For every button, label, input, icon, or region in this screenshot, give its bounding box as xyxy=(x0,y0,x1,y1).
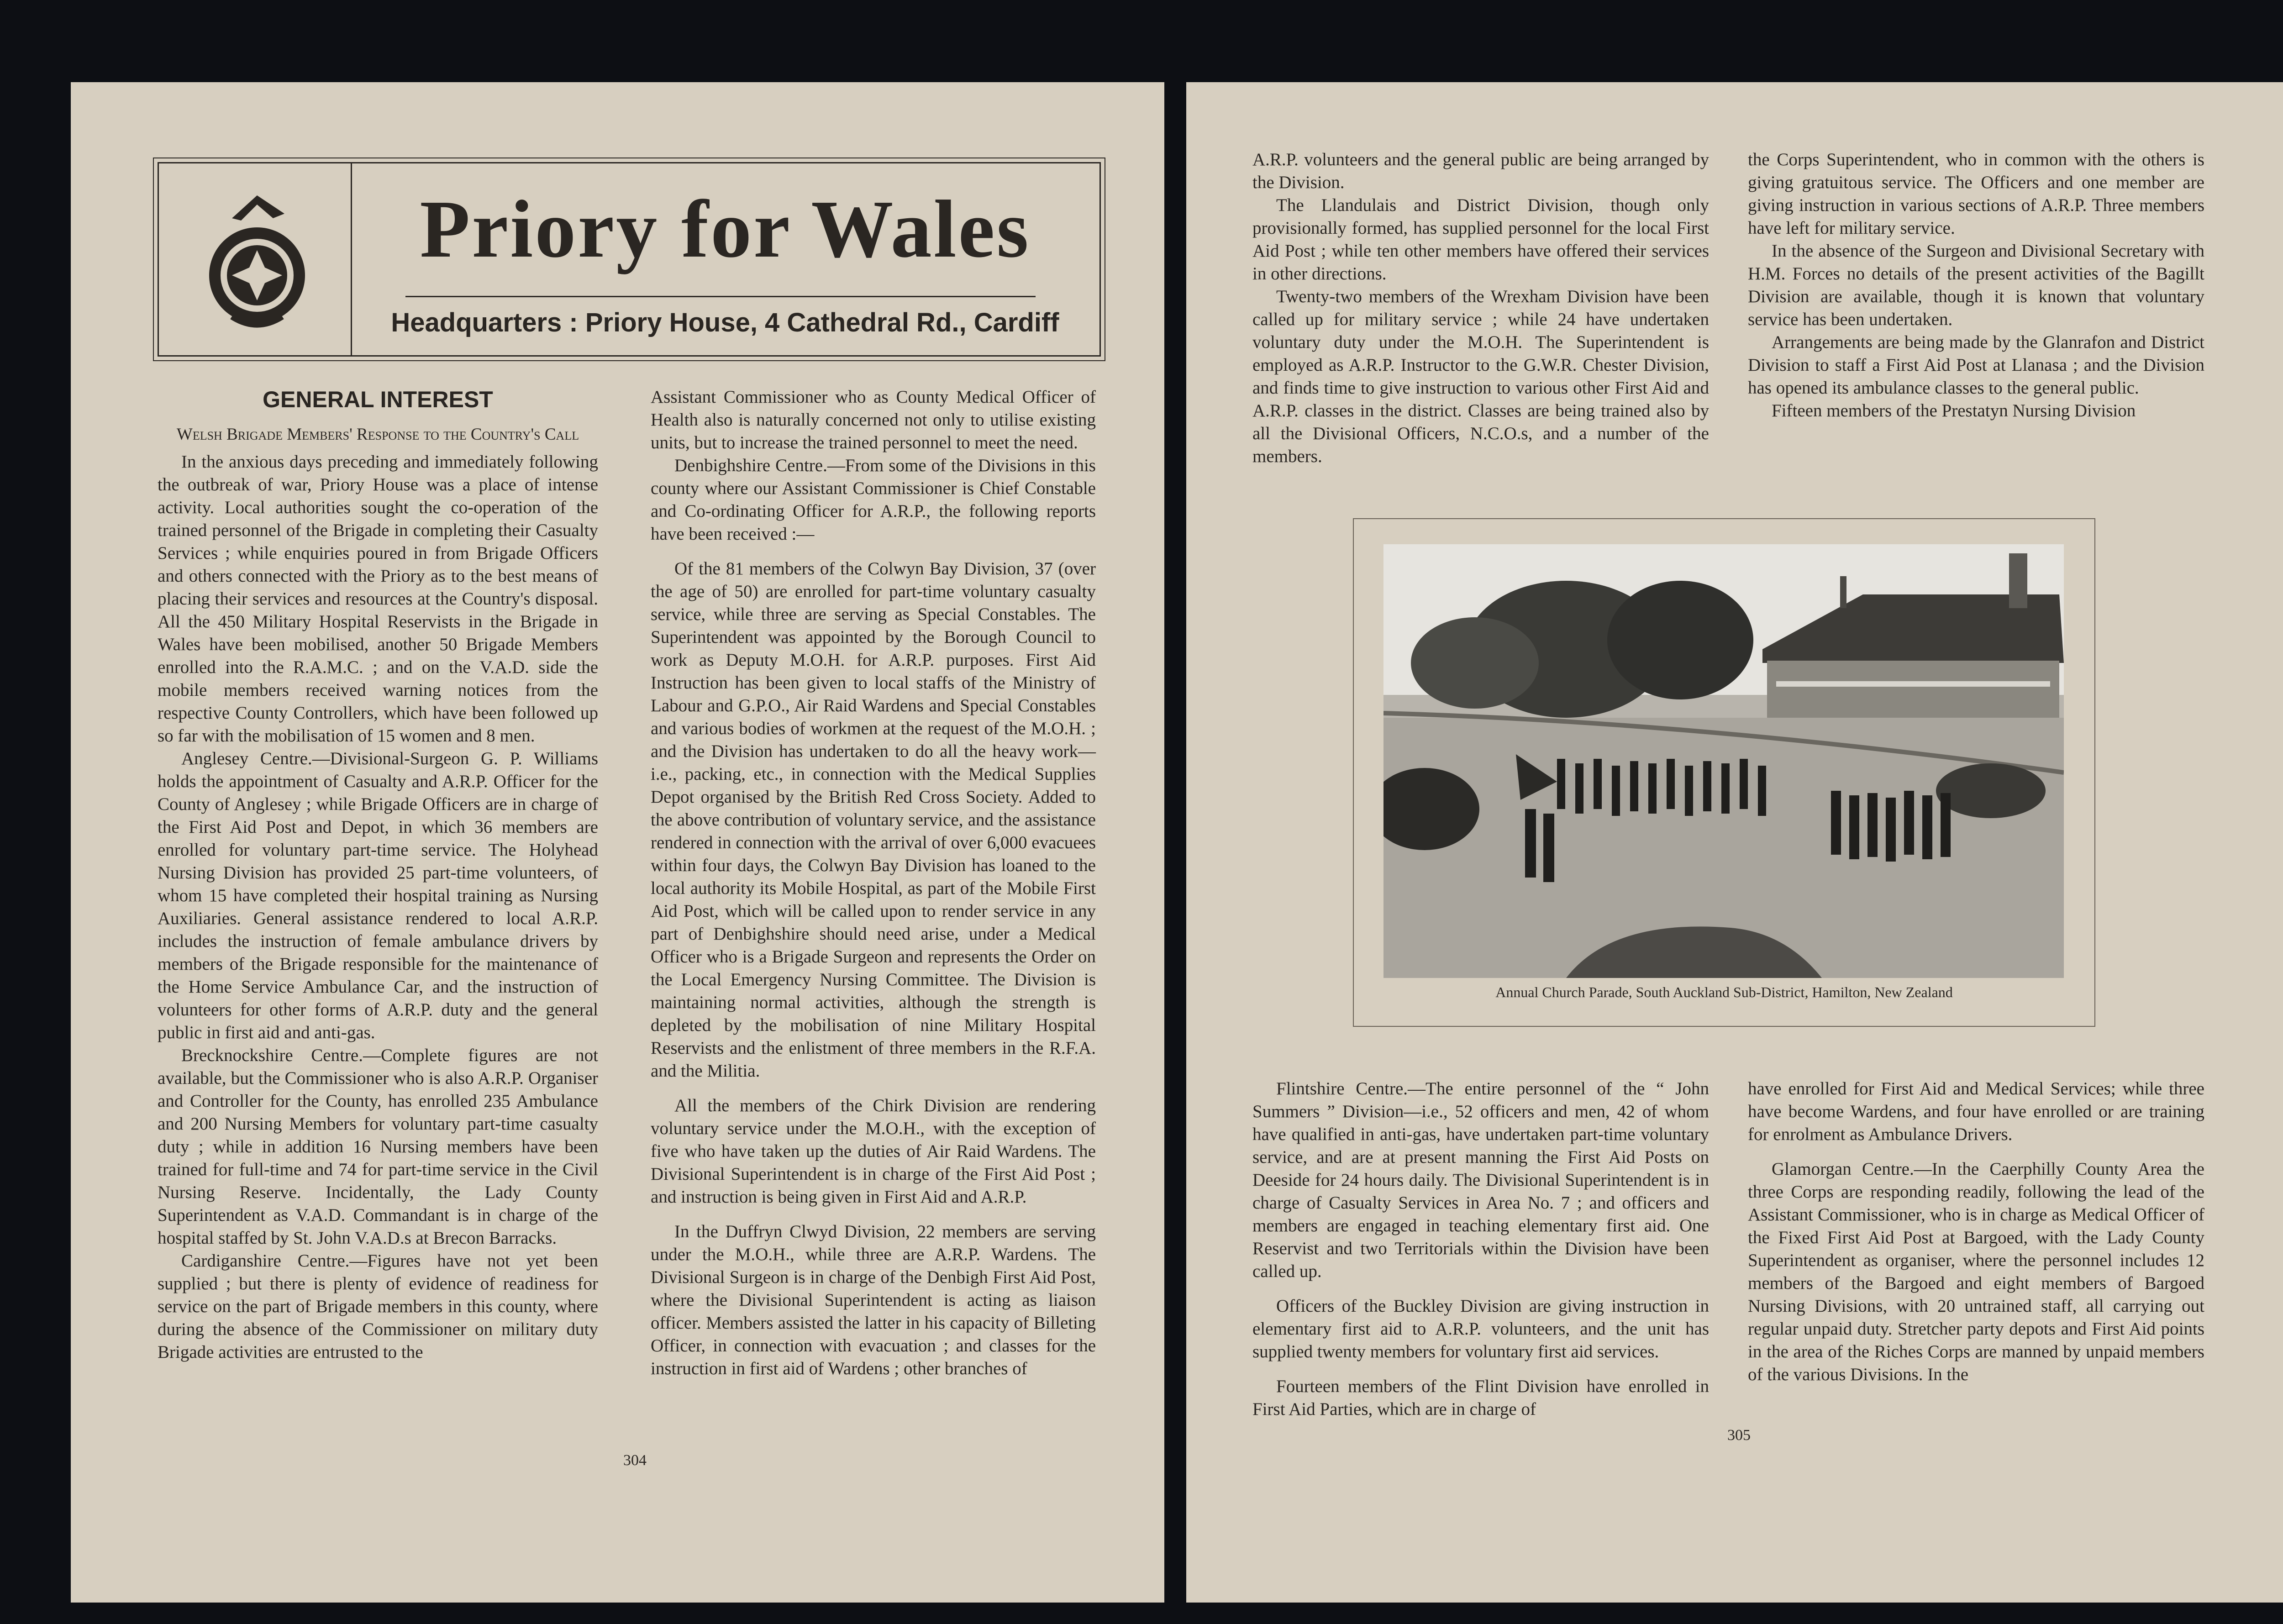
paragraph: Of the 81 members of the Colwyn Bay Division, 37 (over the age of 50) are enrolled for part-time voluntary casualty service, while three are serving as Special Constables. The Superintendent was appointed by the Borough Council to work as Deputy M.O.H. for A.R.P. purposes. First Aid Instruction has been given to local staffs of the Ministry of Labour and G.P.O., Air Raid Wardens and Special Constables and various bodies of workmen at the request of the M.O.H. ; and the Division has undertaken to do all the heavy work—i.e., packing, etc., in connection with the Medical Supplies Depot organised by the British Red Cross Society. Added to the above contribution of voluntary service, and the assistance rendered in connection with the arrival of over 6,000 evacuees within four days, the Colwyn Bay Division has loaned to the local authority its Mobile Hospital, as part of the Mobile First Aid Post, which will be called upon to render service in any part of Denbighshire should need arise, under a Medical Officer who is a Brigade Surgeon and represents the Order on the Local Emergency Nursing Committee. The Division is maintaining normal activities, although the strength is depleted by the mobilisation of nine Military Hospital Reservists and the enlistment of three members in the R.F.A. and the Militia. xyxy=(651,559,1096,1081)
paragraph: A.R.P. volunteers and the general public are being arranged by the Division. xyxy=(1252,150,1709,192)
left-column-2 xyxy=(651,386,1096,1380)
paragraph: Denbighshire Centre.—From some of the Divisions in this county where our Assistant Commissioner is Chief Constable and Co-ordinating Officer for A.R.P., the following reports have been received :— xyxy=(651,456,1096,544)
paragraph: Arrangements are being made by the Glanrafon and District Division to staff a First Aid Post at Llanasa ; and the Division has opened its ambulance classes to the general public. xyxy=(1748,332,2204,398)
right-top-column-1 xyxy=(1252,148,1709,468)
photo-frame xyxy=(1353,518,2095,1027)
left-column-1 xyxy=(158,386,598,1364)
paragraph: Flintshire Centre.—The entire personnel of the “ John Summers ” Division—i.e., 52 officers and men, 42 of whom have qualified in anti-gas, have undertaken part-time voluntary service, and are at present manning the First Aid Posts on Deeside for 24 hours daily. The Divisional Superintendent is in charge of Casualty Services in Area No. 7 ; and officers and members are engaged in teaching elementary first aid. One Reservist and two Territorials within the Division have been called up. xyxy=(1252,1079,1709,1281)
right-bottom-column-2 xyxy=(1748,1077,2204,1386)
paragraph: Assistant Commissioner who as County Medical Officer of Health also is naturally concerned not only to utilise existing units, but to increase the trained personnel to meet the need. xyxy=(651,387,1096,452)
paragraph: Cardiganshire Centre.—Figures have not yet been supplied ; but there is plenty of evidence of readiness for service on the part of Brigade members in this county, where during the absence of the Commissioner on military duty Brigade activities are entrusted to the xyxy=(158,1251,598,1362)
paragraph: have enrolled for First Aid and Medical Services; while three have become Wardens, and four have enrolled or are training for enrolment as Ambulance Drivers. xyxy=(1748,1079,2204,1144)
left-page xyxy=(71,82,1164,1603)
right-top-column-2 xyxy=(1748,148,2204,422)
paragraph: All the members of the Chirk Division are rendering voluntary service under the M.O.H., with the exception of five who have taken up the duties of Air Raid Wardens. The Divisional Superintendent is in charge of the First Aid Post ; and instruction is being given in First Aid and A.R.P. xyxy=(651,1096,1096,1207)
right-page xyxy=(1186,82,2283,1603)
page-number: 305 xyxy=(1727,1427,1751,1444)
paragraph: Twenty-two members of the Wrexham Division have been called up for military service ; while 24 have undertaken voluntary duty under the M.O.H. The Superintendent is employed as A.R.P. Instructor to the G.W.R. Chester Division, and finds time to give instruction to various other First Aid and A.R.P. classes in the district. Classes are being trained also by all the Divisional Officers, N.C.O.s, and a number of the members. xyxy=(1252,287,1709,466)
masthead xyxy=(158,162,1101,357)
paragraph: Brecknockshire Centre.—Complete figures are not available, but the Commissioner who is also A.R.P. Organiser and Controller for the County, has enrolled 235 Ambulance and 200 Nursing Members for voluntary part-time casualty duty ; while in addition 16 Nursing members have been trained for full-time and 74 for part-time service in the Civil Nursing Reserve. Incidentally, the Lady County Superintendent as V.A.D. Commandant is in charge of the hospital staffed by St. John V.A.D.s at Brecon Barracks. xyxy=(158,1046,598,1248)
photo-caption: Annual Church Parade, South Auckland Sub-District, Hamilton, New Zealand xyxy=(1495,984,1953,1000)
section-heading: GENERAL INTEREST xyxy=(263,387,493,412)
parade-photo xyxy=(1383,544,2064,978)
page-number: 304 xyxy=(623,1452,647,1469)
paragraph: Glamorgan Centre.—In the Caerphilly County Area the three Corps are responding readily, following the lead of the Assistant Commissioner, who is in charge as Medical Officer of the Fixed First Aid Post at Bargoed, with the Lady County Superintendent as organiser, where the personnel includes 12 members of the Bargoed and eight members of Bargoed Nursing Divisions, with 20 untrained staff, all carrying out regular unpaid duty. Stretcher party depots and First Aid points in the area of the Riches Corps are manned by unpaid members of the various Divisions. In the xyxy=(1748,1159,2204,1384)
st-john-badge-icon xyxy=(205,186,310,337)
paragraph: The Llandulais and District Division, though only provisionally formed, has supplied personnel for the local First Aid Post ; while ten other members have offered their services in other directions. xyxy=(1252,195,1709,284)
masthead-rule xyxy=(405,296,1036,297)
paragraph: In the Duffryn Clwyd Division, 22 members are serving under the M.O.H., while three are A.R.P. Wardens. The Divisional Surgeon is in charge of the Denbigh First Aid Post, where the Divisional Superintendent is acting as liaison officer. Members assisted the latter in his capacity of Billeting Officer, in connection with evacuation ; and classes for the instruction in first aid of Wardens ; other branches of xyxy=(651,1222,1096,1378)
paragraph: In the absence of the Surgeon and Divisional Secretary with H.M. Forces no details of the present activities of the Bagillt Division are available, though it is known that voluntary service has been undertaken. xyxy=(1748,241,2204,329)
paragraph: Anglesey Centre.—Divisional-Surgeon G. P. Williams holds the appointment of Casualty and A.R.P. Officer for the County of Anglesey ; while Brigade Officers are in charge of the First Aid Post and Depot, in which 36 members are enrolled for voluntary part-time service. The Holyhead Nursing Division has provided 25 part-time volunteers, of whom 15 have completed their hospital training as Nursing Auxiliaries. General assistance rendered to local A.R.P. includes the instruction of female ambulance drivers by members of the Brigade responsible for the maintenance of the Home Service Ambulance Car, and the instruction of volunteers for other forms of A.R.P. duty and the general public in first aid and anti-gas. xyxy=(158,749,598,1042)
paragraph: Officers of the Buckley Division are giving instruction in elementary first aid to A.R.P. volunteers, and the unit has supplied twenty members for voluntary first aid services. xyxy=(1252,1296,1709,1361)
paragraph: In the anxious days preceding and immediately following the outbreak of war, Priory House was a place of intense activity. Local authorities sought the co-operation of the trained personnel of the Brigade in completing their Casualty Services ; while enquiries poured in from Brigade Officers and others connected with the Priory as to the best means of placing their services and resources at the Country's disposal. All the 450 Military Hospital Reservists in the Brigade in Wales have been mobilised, another 50 Brigade Members enrolled into the R.A.M.C. ; and on the V.A.D. side the mobile members received warning notices from the respective County Controllers, which have been followed up so far with the mobilisation of 15 women and 8 men. xyxy=(158,452,598,746)
headquarters-line: Headquarters : Priory House, 4 Cathedral Rd., Cardiff xyxy=(391,308,1059,337)
page-title: Priory for Wales xyxy=(420,184,1031,274)
section-subheading: Welsh Brigade Members' Response to the Country's Call xyxy=(176,425,579,444)
paragraph: the Corps Superintendent, who in common with the others is giving gratuitous service. The Officers and one member are giving instruction in various sections of A.R.P. Three members have left for military service. xyxy=(1748,150,2204,238)
paragraph: Fifteen members of the Prestatyn Nursing Division xyxy=(1772,401,2136,420)
right-bottom-column-1 xyxy=(1252,1077,1709,1421)
paragraph: Fourteen members of the Flint Division have enrolled in First Aid Parties, which are in charge of xyxy=(1252,1377,1709,1419)
